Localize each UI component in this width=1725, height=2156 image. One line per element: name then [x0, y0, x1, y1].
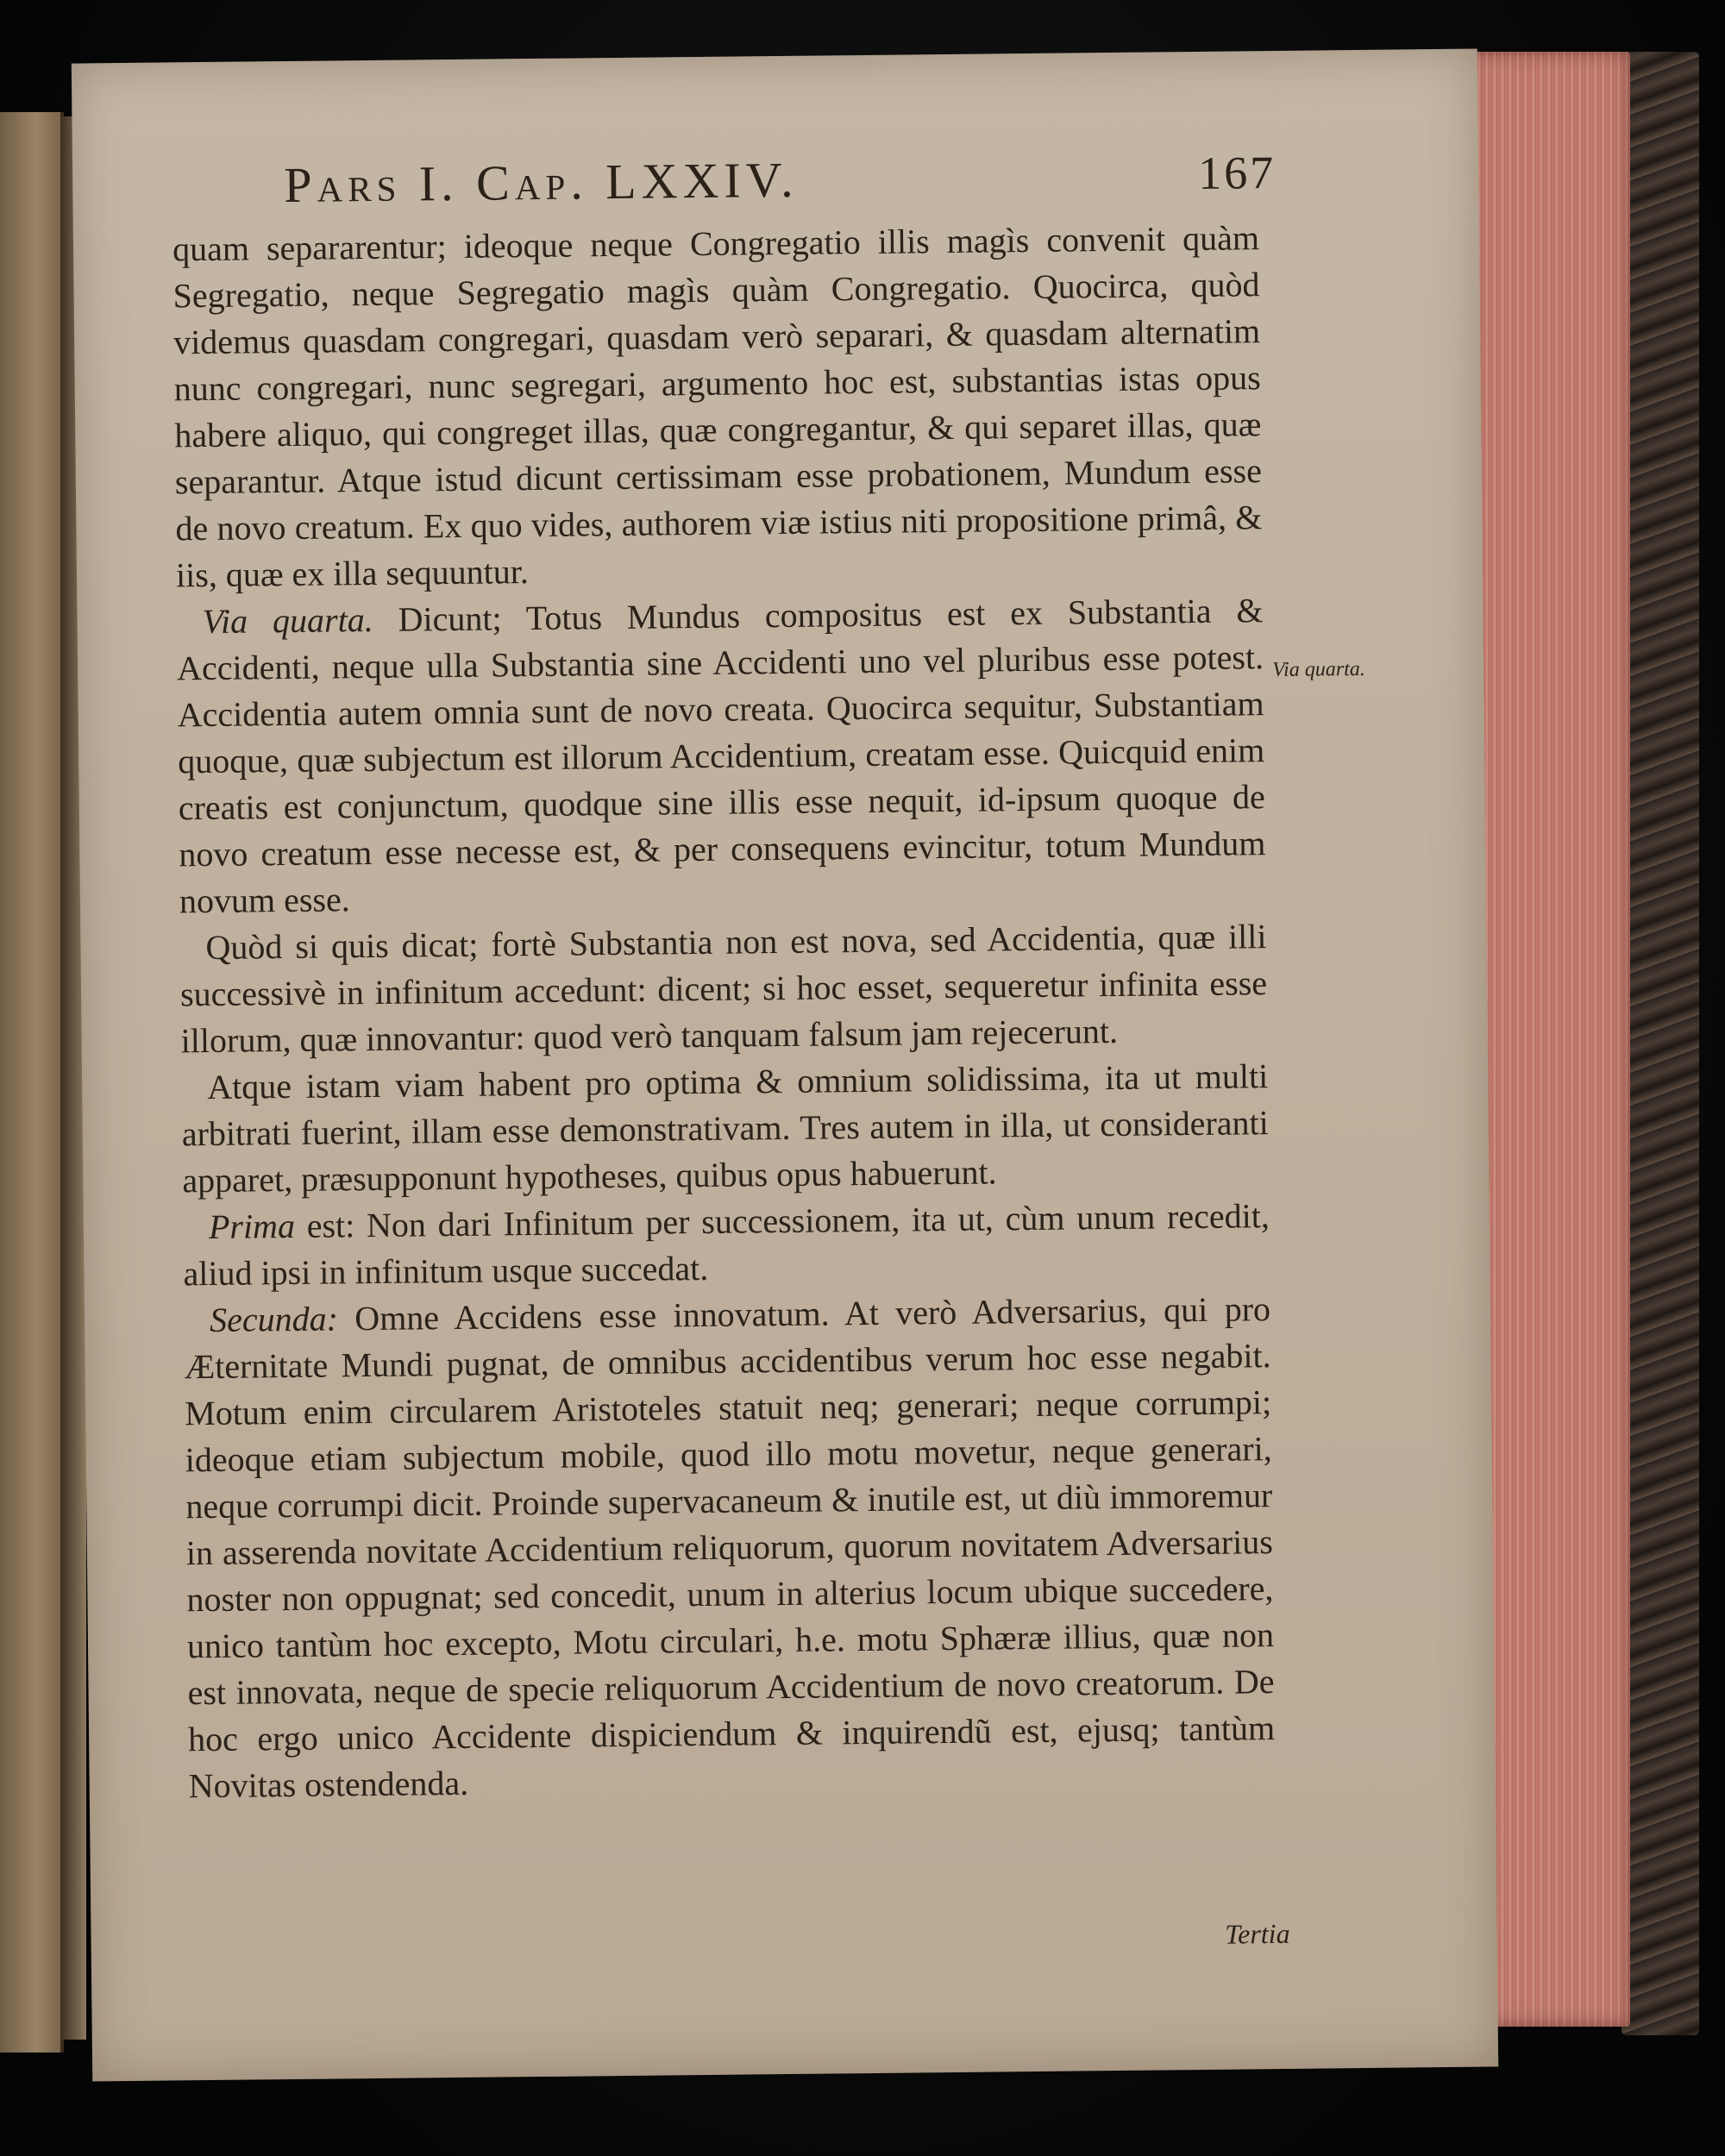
- body-text: [172, 215, 1276, 1809]
- paragraph: [176, 587, 1266, 924]
- paragraph-text: Quòd si quis dicat; fortè Substantia non est nova, sed Accidentia, quæ illi successivè in infinitum accedunt: dicent; si hoc esset, sequeretur infinita esse illorum, quæ innovantur: quod verò tanquam falsum jam rejecerunt.: [179, 917, 1268, 1061]
- paragraph: [181, 1053, 1270, 1204]
- previous-page-edge: [0, 112, 64, 2053]
- paragraph: [179, 913, 1268, 1064]
- paragraph-lead: Secunda:: [209, 1299, 339, 1339]
- paragraph: [172, 215, 1263, 599]
- page: [72, 49, 1498, 2082]
- paragraph: [183, 1193, 1270, 1297]
- running-title: Pars I. Cap. LXXIV.: [283, 151, 799, 214]
- running-head: [172, 137, 1276, 226]
- page-number: 167: [1197, 146, 1276, 199]
- paragraph: [184, 1286, 1276, 1809]
- catchword: Tertia: [1225, 1917, 1290, 1950]
- paragraph-text: est: Non dari Infinitum per successionem, ita ut, cùm unum recedit, aliud ipsi in infinitum usque succedat.: [183, 1196, 1270, 1294]
- paragraph-lead: Prima: [208, 1206, 296, 1247]
- paragraph-text: Atque istam viam habent pro optima & omnium solidissima, ita ut multi arbitrati fuerint, illam esse demonstrativam. Tres autem in illa, ut consideranti apparet, præsupponunt hypotheses, quibus opus habuerunt.: [181, 1056, 1269, 1200]
- paragraph-lead: Via quarta.: [202, 599, 373, 642]
- paragraph-text: Dicunt; Totus Mundus compositus est ex Substantia & Accidenti, neque ulla Substantia sine Accidenti uno vel pluribus esse potest. Accidentia autem omnia sunt de novo creata. Quocirca sequitur, Substantiam quoque, quæ subjectum est illorum Accidentium, creatam esse. Quicquid enim creatis est conjunctum, quodque sine illis esse nequit, id-ipsum quoque de novo creatum esse necesse est, & per consequens evincitur, totum Mundum novum esse.: [176, 591, 1266, 921]
- margin-note: Via quarta.: [1272, 657, 1365, 682]
- page-content: [172, 137, 1365, 1950]
- book-cover: [1622, 52, 1699, 2035]
- paragraph-text: quam separarentur; ideoque neque Congregatio illis magìs convenit quàm Segregatio, neque Segregatio magìs quàm Congregatio. Quocirca, quòd videmus quasdam congregari, quasdam verò separari, & quasdam alternatim nunc congregari, nunc segregari, argumento hoc est, substantias istas opus habere aliquo, qui congreget illas, quæ congregantur, & qui separet illas, quæ separantur. Atque istud dicunt certissimam esse probationem, Mundum esse de novo creatum. Ex quo vides, authorem viæ istius niti propositione primâ, & iis, quæ ex illa sequuntur.: [172, 218, 1263, 595]
- paragraph-text: Omne Accidens esse innovatum. At verò Adversarius, qui pro Æternitate Mundi pugnat, de omnibus accidentibus verum hoc esse negabit. Motum enim circularem Aristoteles statuit neq; generari; neque corrumpi; ideoque etiam subjectum mobile, quod illo motu movetur, neque generari, neque corrumpi dicit. Proinde supervacaneum & inutile est, ut diù immoremur in asserenda novitate Accidentium reliquorum, quorum novitatem Adversarius noster non oppugnat; sed concedit, unum in alterius locum ubique succedere, unico tantùm hoc excepto, Motu circulari, h.e. motu Sphæræ illius, quæ non est innovata, neque de specie reliquorum Accidentium de novo creatorum. De hoc ergo unico Accidente dispiciendum & inquirendũ est, ejusq; tantùm Novitas ostendenda.: [184, 1289, 1276, 1806]
